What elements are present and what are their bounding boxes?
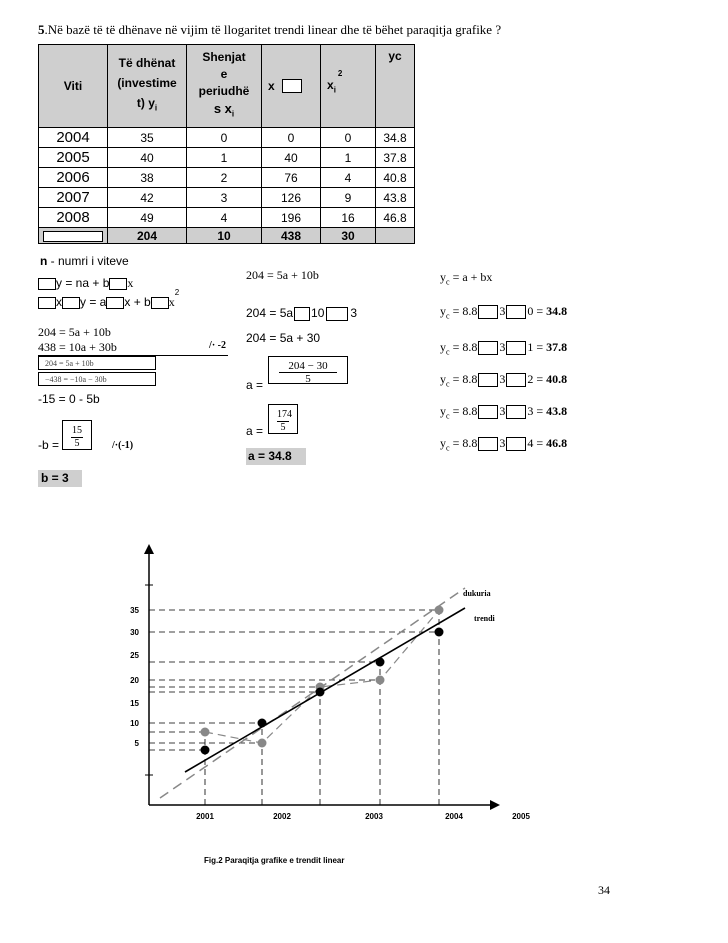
header-yc: yc xyxy=(376,45,415,128)
placeholder-box xyxy=(282,79,302,93)
cell-y: 35 xyxy=(108,128,187,148)
a-lhs-1: a = xyxy=(246,378,264,392)
cell-x2: 9 xyxy=(321,188,376,208)
y-tick-label: 35 xyxy=(130,606,139,615)
x-axis-arrow xyxy=(490,800,500,810)
cell-year: 2006 xyxy=(39,168,108,188)
cell-year: 2007 xyxy=(39,188,108,208)
x-tick-label: 2001 xyxy=(196,812,214,821)
cell-x: 0 xyxy=(187,128,262,148)
cell-yc: 46.8 xyxy=(376,208,415,228)
actual-point xyxy=(376,676,385,685)
y-tick-label: 25 xyxy=(130,651,139,660)
table-header-row xyxy=(39,45,415,128)
n-definition: n - numri i viteve xyxy=(40,254,129,268)
y-tick-label: 15 xyxy=(130,699,139,708)
x-tick-label: 2004 xyxy=(445,812,463,821)
cell-total-x2: 30 xyxy=(321,228,376,244)
trend-value-line: $y_c = 8.8$ 3 2 = 40.8 xyxy=(440,372,568,389)
cell-x2: 1 xyxy=(321,148,376,168)
b-fraction: $\frac{15}{5}$ xyxy=(62,420,92,450)
placeholder-box xyxy=(43,231,103,242)
cell-xy: 126 xyxy=(262,188,321,208)
a-result: a = 34.8 xyxy=(246,448,306,465)
page-number: 34 xyxy=(598,883,610,897)
table-row xyxy=(39,188,415,208)
a-lhs-2: a = xyxy=(246,424,264,438)
header-viti: Viti xyxy=(39,45,108,128)
data-table xyxy=(38,44,415,244)
trend-line xyxy=(185,608,465,772)
cell-y: 40 xyxy=(108,148,187,168)
y-tick-label: 10 xyxy=(130,719,139,728)
trend-point xyxy=(258,719,267,728)
trend-point xyxy=(435,628,444,637)
table-row xyxy=(39,128,415,148)
trend-value-line: $y_c = 8.8$ 3 0 = 34.8 xyxy=(440,304,568,321)
table-row xyxy=(39,148,415,168)
actual-point xyxy=(201,728,210,737)
trend-point xyxy=(376,658,385,667)
header-shenjat: Shenjat e periudhë s $x_i$ xyxy=(187,45,262,128)
question-body: .Në bazë të të dhënave në vijim të llogaritet trendi linear dhe të bëhet paraqitja grafike ? xyxy=(44,22,502,37)
cell-xy: 0 xyxy=(262,128,321,148)
cell-x2: 0 xyxy=(321,128,376,148)
eq-box-1: 204 = 5a + 10b xyxy=(38,356,156,370)
header-x: x xyxy=(262,45,321,128)
header-te-dhenat: Të dhënat (investime t) $y_i$ xyxy=(108,45,187,128)
cell-x: 3 xyxy=(187,188,262,208)
b-lhs: -b = xyxy=(38,438,60,452)
system-eq-2: 438 = 10a + 30b /· -2 xyxy=(38,340,226,354)
question-text xyxy=(38,22,501,38)
cell-sigma xyxy=(39,228,108,244)
cell-total-y: 204 xyxy=(108,228,187,244)
cell-total-xy: 438 xyxy=(262,228,321,244)
actual-trend-dashed xyxy=(160,588,465,798)
cell-xy: 40 xyxy=(262,148,321,168)
cell-yc: 34.8 xyxy=(376,128,415,148)
cell-x2: 16 xyxy=(321,208,376,228)
cell-x: 2 xyxy=(187,168,262,188)
y-axis-arrow xyxy=(144,544,154,554)
cell-yc: 43.8 xyxy=(376,188,415,208)
normal-equation-1: y = na + b x xyxy=(38,276,133,291)
cell-yc: 37.8 xyxy=(376,148,415,168)
legend-actual: dukuria xyxy=(463,589,491,598)
table-totals-row xyxy=(39,228,415,244)
trend-chart xyxy=(0,540,728,870)
x-tick-label: 2005 xyxy=(512,812,530,821)
cell-yc: 40.8 xyxy=(376,168,415,188)
trend-equation: $y_c = a$ + bx xyxy=(440,270,493,287)
cell-total-yc xyxy=(376,228,415,244)
trend-value-line: $y_c = 8.8$ 3 1 = 37.8 xyxy=(440,340,568,357)
cell-xy: 196 xyxy=(262,208,321,228)
cell-year: 2005 xyxy=(39,148,108,168)
question-number: 5 xyxy=(38,22,45,37)
eq-box-2: −438 = −10a − 30b xyxy=(38,372,156,386)
cell-x: 1 xyxy=(187,148,262,168)
trend-point xyxy=(201,746,210,755)
header-xi2: $x_i^2$ xyxy=(321,45,376,128)
system-eq-1: 204 = 5a + 10b xyxy=(38,325,111,339)
b-multiplier: /·(-1) xyxy=(112,440,134,451)
table-row xyxy=(39,168,415,188)
cell-x2: 4 xyxy=(321,168,376,188)
legend-trend: trendi xyxy=(474,614,495,623)
figure-caption: Fig.2 Paraqitja grafike e trendit linear xyxy=(204,856,345,865)
cell-xy: 76 xyxy=(262,168,321,188)
actual-point xyxy=(258,739,267,748)
mid-eq-2: 204 = 5a 10 3 xyxy=(246,306,358,320)
cell-y: 38 xyxy=(108,168,187,188)
trend-value-line: $y_c = 8.8$ 3 4 = 46.8 xyxy=(440,436,568,453)
trend-point xyxy=(316,688,325,697)
cell-year: 2004 xyxy=(39,128,108,148)
cell-x: 4 xyxy=(187,208,262,228)
normal-equation-2: x y = a x + b $x^2$ xyxy=(38,294,179,310)
a-fraction-1: $\frac{204 - 30}{5}$ xyxy=(268,356,348,384)
cell-total-x: 10 xyxy=(187,228,262,244)
cell-y: 49 xyxy=(108,208,187,228)
x-tick-label: 2002 xyxy=(273,812,291,821)
subtraction-result: -15 = 0 - 5b xyxy=(38,392,100,406)
trend-value-line: $y_c = 8.8$ 3 3 = 43.8 xyxy=(440,404,568,421)
mid-eq-3: 204 = 5a + 30 xyxy=(246,331,321,345)
y-tick-label: 5 xyxy=(134,739,139,748)
y-tick-label: 30 xyxy=(130,628,139,637)
table-row xyxy=(39,208,415,228)
x-tick-label: 2003 xyxy=(365,812,383,821)
b-result: b = 3 xyxy=(38,470,82,487)
cell-y: 42 xyxy=(108,188,187,208)
actual-point xyxy=(435,606,444,615)
mid-eq-1: 204 = 5a + 10b xyxy=(246,268,319,282)
a-fraction-2: $\frac{174}{5}$ xyxy=(268,404,298,434)
y-tick-label: 20 xyxy=(130,676,139,685)
cell-year: 2008 xyxy=(39,208,108,228)
